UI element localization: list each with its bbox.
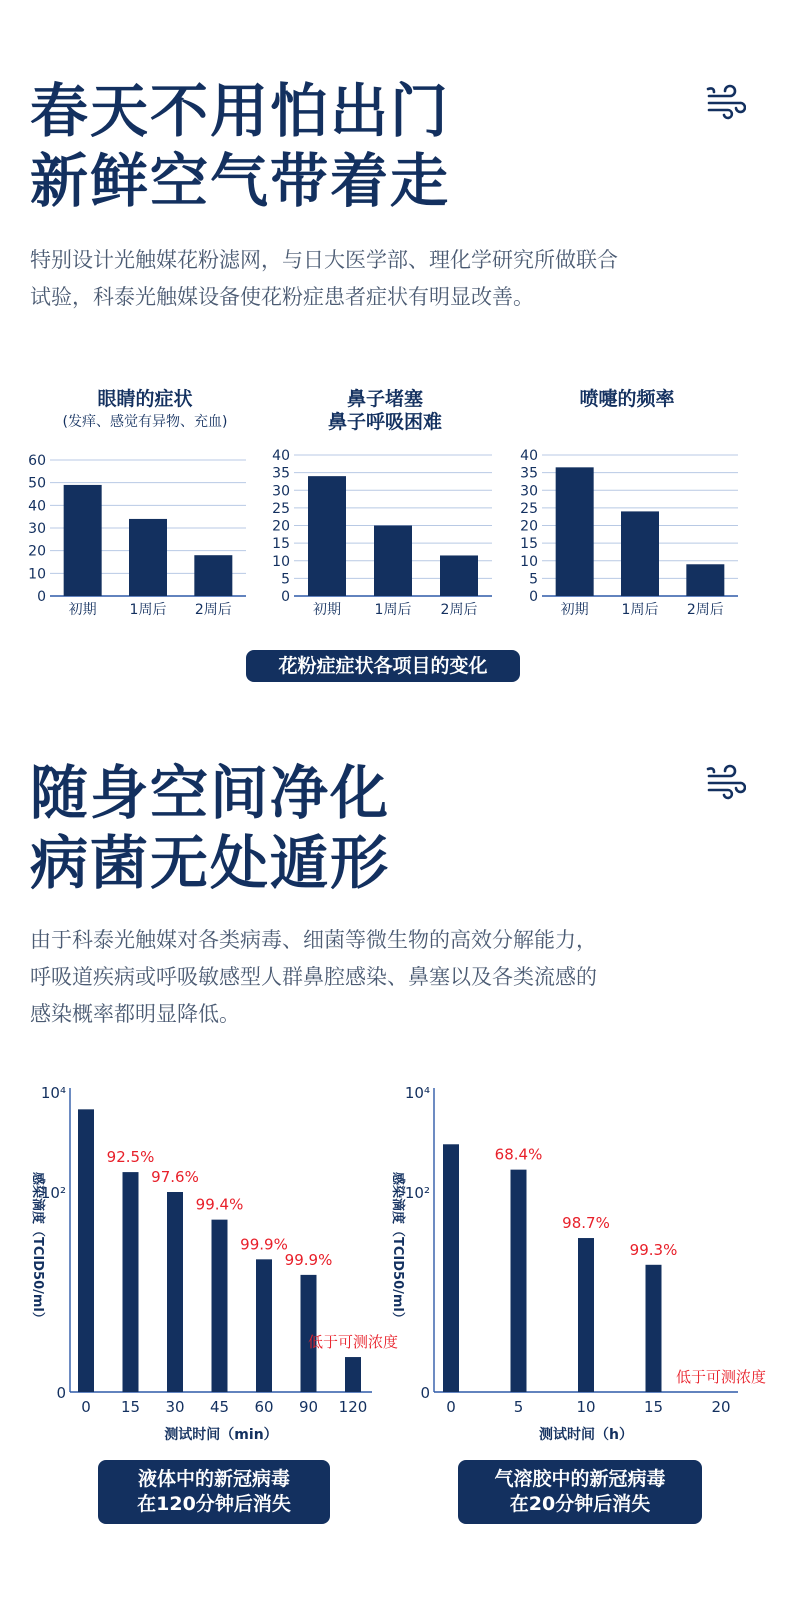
y-axis-label: 感染滴度（TCID50/ml） bbox=[30, 1172, 45, 1325]
annotation: 97.6% bbox=[151, 1168, 199, 1186]
annotation: 99.9% bbox=[240, 1235, 288, 1254]
y-tick-label: 25 bbox=[272, 500, 290, 517]
x-tick-label: 15 bbox=[643, 1398, 664, 1416]
bar bbox=[374, 526, 412, 597]
y-tick-label: 5 bbox=[529, 571, 538, 588]
chart-title: 眼睛的症状 bbox=[97, 388, 193, 410]
y-tick-label: 50 bbox=[28, 475, 46, 492]
annotation: 68.4% bbox=[494, 1145, 543, 1164]
y-tick-label: 20 bbox=[28, 543, 46, 560]
x-tick-label: 1周后 bbox=[374, 602, 412, 618]
x-tick-label: 45 bbox=[209, 1398, 230, 1416]
bar bbox=[308, 476, 346, 596]
y-tick-label: 10² bbox=[404, 1184, 430, 1202]
x-tick-label: 0 bbox=[81, 1398, 91, 1416]
badge-line: 气溶胶中的新冠病毒 bbox=[494, 1468, 666, 1490]
bar bbox=[345, 1357, 361, 1392]
bar bbox=[511, 1170, 527, 1392]
intro-paragraph-1 bbox=[30, 242, 750, 316]
chart-subtitle: 鼻子呼吸困难 bbox=[327, 411, 442, 433]
y-tick-label: 0 bbox=[529, 589, 538, 605]
chart-3-header bbox=[522, 388, 732, 411]
bar bbox=[256, 1259, 272, 1392]
chart-subtitle: (发痒、感觉有异物、充血) bbox=[62, 414, 228, 430]
bar bbox=[129, 519, 167, 596]
paragraph-line: 特别设计光触媒花粉滤网，与日大医学部、理化学研究所做联合 bbox=[30, 248, 618, 272]
aerosol-result-badge bbox=[458, 1460, 702, 1524]
x-tick-label: 90 bbox=[298, 1398, 319, 1416]
paragraph-line: 呼吸道疾病或呼吸敏感型人群鼻腔感染、鼻塞以及各类流感的 bbox=[30, 965, 597, 989]
headline-line: 新鲜空气带着走 bbox=[30, 147, 451, 215]
y-tick-label: 15 bbox=[520, 536, 538, 553]
chart-caption-badge: 花粉症症状各项目的变化 bbox=[246, 650, 520, 682]
symptom-charts bbox=[0, 440, 790, 630]
headline-line: 病菌无处遁形 bbox=[30, 829, 391, 897]
x-tick-label: 0 bbox=[446, 1398, 456, 1416]
annotation: 99.9% bbox=[284, 1250, 333, 1269]
y-tick-label: 0 bbox=[420, 1384, 430, 1402]
x-tick-label: 1周后 bbox=[129, 602, 167, 618]
x-tick-label: 120 bbox=[338, 1398, 368, 1416]
badge-line: 在20分钟后消失 bbox=[509, 1493, 651, 1515]
y-tick-label: 0 bbox=[37, 589, 46, 605]
bar bbox=[578, 1238, 594, 1392]
x-axis-label: 测试时间（min） bbox=[164, 1427, 278, 1443]
bar bbox=[686, 564, 724, 596]
x-axis-label: 测试时间（h） bbox=[539, 1427, 633, 1443]
wind-icon bbox=[706, 84, 746, 120]
paragraph-line: 感染概率都明显降低。 bbox=[30, 1002, 240, 1026]
bar bbox=[194, 555, 232, 596]
y-tick-label: 35 bbox=[520, 465, 538, 482]
bar bbox=[621, 511, 659, 596]
x-tick-label: 60 bbox=[254, 1398, 274, 1416]
liquid-result-badge bbox=[98, 1460, 330, 1524]
x-tick-label: 2周后 bbox=[686, 602, 724, 618]
y-tick-label: 10⁴ bbox=[40, 1084, 66, 1102]
bar bbox=[167, 1192, 183, 1392]
x-tick-label: 20 bbox=[711, 1398, 731, 1416]
badge-line: 在120分钟后消失 bbox=[137, 1493, 291, 1515]
x-tick-label: 初期 bbox=[560, 602, 589, 618]
bar bbox=[64, 485, 102, 596]
headline-line: 随身空间净化 bbox=[30, 759, 391, 827]
y-tick-label: 10 bbox=[28, 566, 46, 583]
y-tick-label: 10⁴ bbox=[404, 1084, 430, 1102]
y-tick-label: 60 bbox=[28, 453, 46, 469]
y-tick-label: 0 bbox=[281, 589, 290, 605]
intro-paragraph-2 bbox=[30, 922, 750, 1033]
y-tick-label: 0 bbox=[56, 1384, 66, 1402]
y-tick-label: 40 bbox=[520, 448, 538, 464]
x-tick-label: 2周后 bbox=[440, 602, 478, 618]
y-tick-label: 10² bbox=[40, 1184, 66, 1202]
y-tick-label: 30 bbox=[272, 483, 290, 500]
x-tick-label: 初期 bbox=[313, 602, 341, 618]
annotation: 99.3% bbox=[629, 1240, 678, 1259]
x-tick-label: 30 bbox=[165, 1398, 185, 1416]
x-tick-label: 2周后 bbox=[194, 602, 232, 618]
virus-titer-charts bbox=[0, 1070, 790, 1450]
headline-1 bbox=[30, 76, 450, 216]
headline-line: 春天不用怕出门 bbox=[30, 77, 451, 145]
x-tick-label: 10 bbox=[576, 1398, 596, 1416]
bar bbox=[556, 467, 594, 596]
y-tick-label: 25 bbox=[520, 500, 538, 517]
y-tick-label: 30 bbox=[520, 483, 538, 500]
bar bbox=[123, 1172, 139, 1392]
bar bbox=[212, 1220, 228, 1392]
annotation: 99.4% bbox=[195, 1195, 244, 1214]
y-tick-label: 20 bbox=[520, 518, 538, 535]
annotation: 92.5% bbox=[106, 1148, 155, 1167]
annotation: 98.7% bbox=[562, 1214, 610, 1233]
y-tick-label: 20 bbox=[272, 518, 290, 535]
chart-2-header bbox=[280, 388, 490, 434]
y-axis-label: 感染滴度（TCID50/ml） bbox=[390, 1172, 405, 1325]
badge-line: 液体中的新冠病毒 bbox=[137, 1468, 290, 1490]
wind-icon bbox=[706, 764, 746, 800]
annotation: 低于可测浓度 bbox=[675, 1368, 767, 1386]
y-tick-label: 10 bbox=[520, 553, 538, 570]
bar bbox=[78, 1109, 94, 1392]
y-tick-label: 40 bbox=[272, 448, 290, 464]
y-tick-label: 35 bbox=[272, 465, 290, 482]
y-tick-label: 15 bbox=[272, 536, 290, 553]
paragraph-line: 由于科泰光触媒对各类病毒、细菌等微生物的高效分解能力， bbox=[30, 928, 597, 952]
headline-2 bbox=[30, 758, 390, 898]
paragraph-line: 试验，科泰光触媒设备使花粉症患者症状有明显改善。 bbox=[30, 285, 534, 309]
x-tick-label: 5 bbox=[513, 1398, 524, 1416]
bar bbox=[646, 1265, 662, 1392]
bar bbox=[440, 555, 478, 596]
y-tick-label: 10 bbox=[272, 553, 290, 570]
chart-title: 鼻子堵塞 bbox=[346, 388, 423, 410]
bar bbox=[443, 1144, 459, 1392]
x-tick-label: 1周后 bbox=[621, 602, 659, 618]
x-tick-label: 15 bbox=[120, 1398, 141, 1416]
x-tick-label: 初期 bbox=[68, 602, 97, 618]
annotation: 低于可测浓度 bbox=[307, 1333, 399, 1352]
y-tick-label: 40 bbox=[28, 498, 46, 515]
y-tick-label: 30 bbox=[28, 521, 46, 537]
y-tick-label: 5 bbox=[281, 571, 290, 588]
chart-title: 喷嚏的频率 bbox=[579, 388, 675, 410]
chart-1-header bbox=[40, 388, 250, 431]
